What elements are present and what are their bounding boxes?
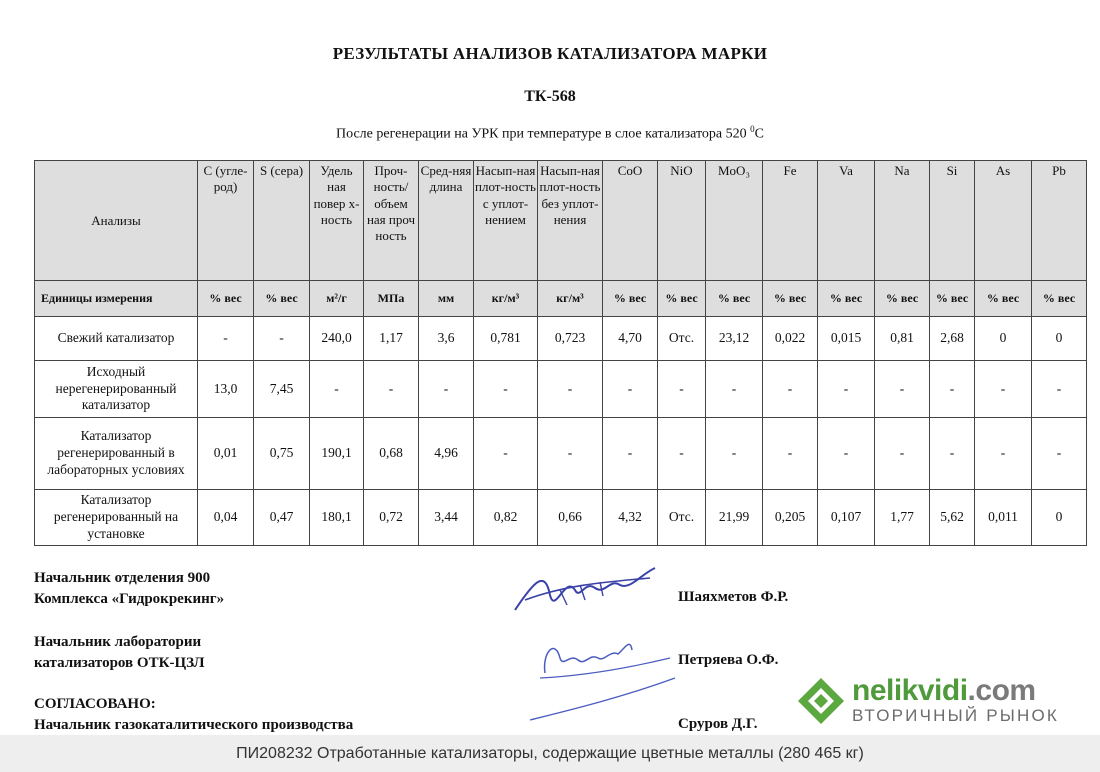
subtitle-unit: C <box>754 126 764 142</box>
table-cell: - <box>975 418 1032 490</box>
column-header: As <box>975 161 1032 281</box>
table-cell: 0,81 <box>875 317 930 361</box>
results-table <box>34 160 1087 546</box>
column-header: Насып-ная плот-ность с уплот-нением <box>474 161 538 281</box>
table-cell: - <box>538 418 603 490</box>
unit-cell: % вес <box>254 281 310 317</box>
table-cell: 0,781 <box>474 317 538 361</box>
signature-name-1: Шаяхметов Ф.Р. <box>678 589 789 605</box>
table-cell: 0,205 <box>763 490 818 546</box>
header-analyses: Анализы <box>35 161 198 281</box>
table-row <box>35 317 1087 361</box>
table-cell: - <box>603 361 658 418</box>
table-cell: - <box>419 361 474 418</box>
column-header: Va <box>818 161 875 281</box>
table-cell: 0,107 <box>818 490 875 546</box>
table-cell: - <box>818 418 875 490</box>
logo-diamond-icon <box>796 676 846 726</box>
table-cell: 0,723 <box>538 317 603 361</box>
table-cell: 0 <box>975 317 1032 361</box>
unit-cell: кг/м³ <box>474 281 538 317</box>
table-row <box>35 490 1087 546</box>
signature-position: СОГЛАСОВАНО: <box>34 696 156 712</box>
signature-block-2 <box>34 632 205 674</box>
column-header: Pb <box>1032 161 1087 281</box>
table-cell: - <box>818 361 875 418</box>
table-cell: 7,45 <box>254 361 310 418</box>
table-cell: 0,011 <box>975 490 1032 546</box>
table-cell: 0,04 <box>198 490 254 546</box>
table-cell: 21,99 <box>706 490 763 546</box>
column-header: Si <box>930 161 975 281</box>
table-cell: 3,6 <box>419 317 474 361</box>
logo-dot: . <box>967 674 976 707</box>
table-cell: 0,66 <box>538 490 603 546</box>
unit-cell: м²/г <box>310 281 364 317</box>
subtitle-text: После регенерации на УРК при температуре в слое катализатора 520 <box>336 126 747 142</box>
signature-name-3: Сруров Д.Г. <box>678 716 758 732</box>
table-cell: - <box>310 361 364 418</box>
table-cell: 240,0 <box>310 317 364 361</box>
table-cell: 0 <box>1032 317 1087 361</box>
table-cell: - <box>975 361 1032 418</box>
table-cell: 0,47 <box>254 490 310 546</box>
table-cell: 0,015 <box>818 317 875 361</box>
unit-cell: мм <box>419 281 474 317</box>
table-cell: Отс. <box>658 490 706 546</box>
column-header: CoO <box>603 161 658 281</box>
unit-cell: % вес <box>1032 281 1087 317</box>
signature-position: Начальник лаборатории <box>34 634 202 650</box>
column-header: Проч-ность/ объем ная проч ность <box>364 161 419 281</box>
table-cell: - <box>763 418 818 490</box>
table-cell: 2,68 <box>930 317 975 361</box>
unit-cell: % вес <box>818 281 875 317</box>
table-cell: - <box>658 361 706 418</box>
nelikvidi-logo <box>796 674 1086 730</box>
footer-caption: ПИ208232 Отработанные катализаторы, содержащие цветные металлы (280 465 кг) <box>0 735 1100 772</box>
table-cell: - <box>875 418 930 490</box>
signature-position: Начальник газокаталитического производства <box>34 717 354 733</box>
table-cell: 0,75 <box>254 418 310 490</box>
unit-cell: кг/м³ <box>538 281 603 317</box>
table-cell: 4,70 <box>603 317 658 361</box>
table-cell: 1,77 <box>875 490 930 546</box>
table-cell: - <box>1032 418 1087 490</box>
table-cell: 190,1 <box>310 418 364 490</box>
table-cell: 1,17 <box>364 317 419 361</box>
unit-cell: % вес <box>603 281 658 317</box>
handwritten-signature-2 <box>530 628 680 723</box>
table-cell: 5,62 <box>930 490 975 546</box>
unit-cell: % вес <box>658 281 706 317</box>
table-cell: - <box>875 361 930 418</box>
table-cell: - <box>763 361 818 418</box>
signature-block-3 <box>34 694 353 736</box>
table-cell: 23,12 <box>706 317 763 361</box>
column-header: Удель ная повер х-ность <box>310 161 364 281</box>
table-cell: - <box>658 418 706 490</box>
table-cell: - <box>474 418 538 490</box>
units-row <box>35 281 1087 317</box>
document-subtitle <box>0 124 1100 143</box>
unit-cell: % вес <box>875 281 930 317</box>
table-cell: - <box>364 361 419 418</box>
signature-block-1 <box>34 568 224 610</box>
table-row <box>35 361 1087 418</box>
table-cell: - <box>198 317 254 361</box>
unit-cell: % вес <box>930 281 975 317</box>
column-header: MoO₃ <box>706 161 763 281</box>
table-cell: - <box>1032 361 1087 418</box>
signature-position: Комплекса «Гидрокрекинг» <box>34 591 225 607</box>
signature-position: катализаторов ОТК-ЦЗЛ <box>34 655 205 671</box>
logo-brand: nelikvidi <box>852 674 968 707</box>
unit-cell: % вес <box>763 281 818 317</box>
column-header: Насып-ная плот-ность без уплот-нения <box>538 161 603 281</box>
table-cell: 0,68 <box>364 418 419 490</box>
table-cell: 0,82 <box>474 490 538 546</box>
unit-cell: % вес <box>198 281 254 317</box>
catalyst-grade: ТК-568 <box>524 88 576 105</box>
table-cell: 13,0 <box>198 361 254 418</box>
unit-cell: МПа <box>364 281 419 317</box>
column-header: Na <box>875 161 930 281</box>
table-cell: 0,01 <box>198 418 254 490</box>
signature-position: Начальник отделения 900 <box>34 570 211 586</box>
document-title: РЕЗУЛЬТАТЫ АНАЛИЗОВ КАТАЛИЗАТОРА МАРКИ <box>332 44 768 63</box>
table-cell: - <box>603 418 658 490</box>
logo-tld: com <box>975 674 1036 707</box>
table-cell: 180,1 <box>310 490 364 546</box>
table-cell: 3,44 <box>419 490 474 546</box>
table-cell: - <box>538 361 603 418</box>
table-header-row <box>35 161 1087 281</box>
unit-cell: % вес <box>706 281 763 317</box>
table-cell: - <box>930 361 975 418</box>
table-cell: 4,96 <box>419 418 474 490</box>
column-header: S (сера) <box>254 161 310 281</box>
signature-name-2: Петряева О.Ф. <box>678 652 779 668</box>
column-header: Fe <box>763 161 818 281</box>
subtitle-degree: 0 <box>750 124 755 134</box>
logo-tagline: ВТОРИЧНЫЙ РЫНОК <box>852 706 1059 725</box>
handwritten-signature-1 <box>505 560 665 620</box>
column-header: Сред-няя длина <box>419 161 474 281</box>
table-cell: - <box>706 418 763 490</box>
table-cell: 0 <box>1032 490 1087 546</box>
table-cell: 0,72 <box>364 490 419 546</box>
table-cell: - <box>930 418 975 490</box>
table-cell: - <box>706 361 763 418</box>
units-label: Единицы измерения <box>35 281 198 317</box>
row-label: Катализатор регенерированный в лабораторных условиях <box>35 418 198 490</box>
table-row <box>35 418 1087 490</box>
table-cell: 4,32 <box>603 490 658 546</box>
row-label: Катализатор регенерированный на установке <box>35 490 198 546</box>
row-label: Свежий катализатор <box>35 317 198 361</box>
unit-cell: % вес <box>975 281 1032 317</box>
table-cell: Отс. <box>658 317 706 361</box>
logo-wordmark <box>852 674 1036 708</box>
column-header: NiO <box>658 161 706 281</box>
table-cell: - <box>474 361 538 418</box>
row-label: Исходный нерегенерированный катализатор <box>35 361 198 418</box>
column-header: С (угле-род) <box>198 161 254 281</box>
table-cell: 0,022 <box>763 317 818 361</box>
table-cell: - <box>254 317 310 361</box>
